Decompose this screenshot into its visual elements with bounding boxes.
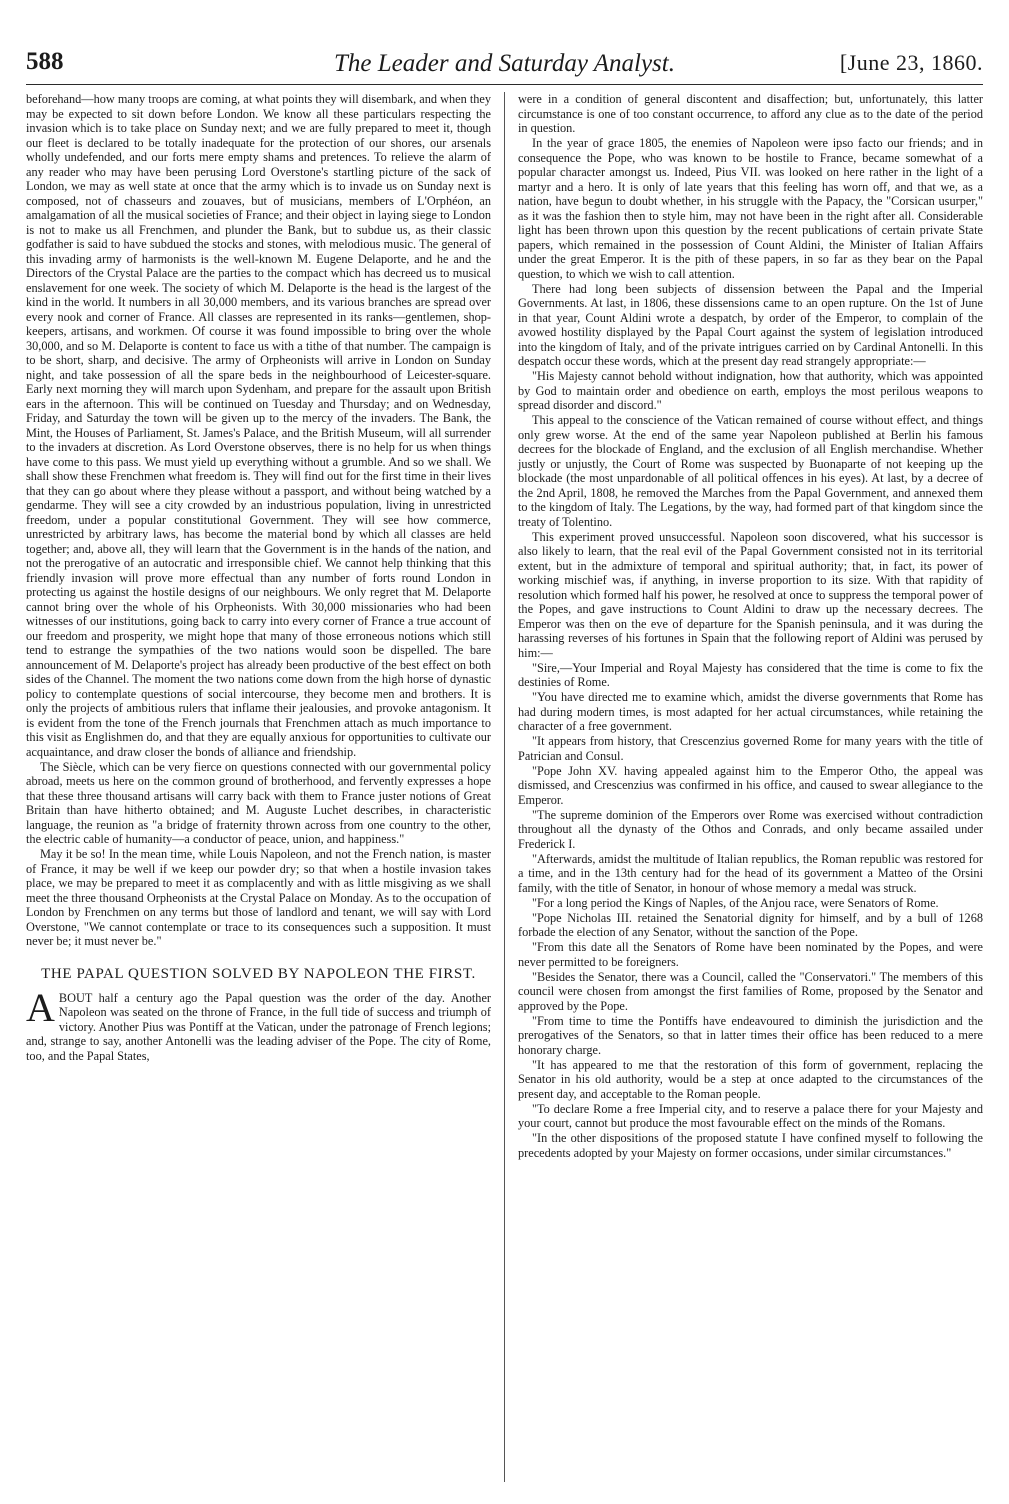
page-header [26, 48, 983, 82]
quoted-paragraph: "In the other dispositions of the proposed statute I have confined myself to following the precedents adopted by your Majesty on former occasions, under similar circumstances." [518, 1131, 983, 1160]
quoted-paragraph: "Pope Nicholas III. retained the Senatorial dignity for himself, and by a bull of 1268 forbade the election of any Senator, without the sanction of the Pope. [518, 910, 983, 939]
section-title: THE PAPAL QUESTION SOLVED BY NAPOLEON THE FIRST. [41, 965, 476, 982]
section-opening-text: BOUT half a century ago the Papal question was the order of the day. Another Napoleon was seated on the throne of France, in the full tide of success and triumph of victory. Another Pius was Pontiff at the Vatican, under the patronage of French legions; and, strange to say, another Antonelli was the leading adviser of the Pope. The city of Rome, too, and the Papal States, [26, 990, 491, 1063]
article-paragraph: The Siècle, which can be very fierce on questions connected with our governmental policy abroad, meets us here on the common ground of brotherhood, and fervently expresses a hope that these three thousand artisans will carry back with them to France juster notions of Great Britain than have hitherto obtained; and M. Auguste Luchet describes, in characteristic language, the reunion as "a bridge of fraternity thrown across from one country to the other, the electric cable of humanity—a conductor of peace, union, and happiness." [26, 759, 491, 846]
article-paragraph: were in a condition of general discontent and disaffection; but, unfortunately, this latter circumstance is one of too constant occurrence, to afford any clue as to the date of the period in question. [518, 92, 983, 135]
quoted-paragraph: "Afterwards, amidst the multitude of Italian republics, the Roman republic was restored for a time, and in the 13th century had for the head of its government a Matteo of the Orsini family, with the title of Senator, in honour of whose memory a medal was struck. [518, 851, 983, 895]
column-divider [504, 92, 505, 1482]
publication-title: The Leader and Saturday Analyst. [334, 50, 675, 77]
quoted-paragraph: "It has appeared to me that the restoration of this form of government, replacing the Senator in his old authority, would be a step at once adapted to the circumstances of the present day, and acceptable to the Roman people. [518, 1057, 983, 1101]
quoted-paragraph: "It appears from history, that Crescenzius governed Rome for many years with the title of Patrician and Consul. [518, 734, 983, 763]
quoted-paragraph: "Pope John XV. having appealed against him to the Emperor Otho, the appeal was dismissed, and Crescenzius was confirmed in his office, and caused to swear allegiance to the Emperor. [518, 763, 983, 807]
article-paragraph: This appeal to the conscience of the Vatican remained of course without effect, and things only grew worse. At the end of the same year Napoleon published at Berlin his famous decrees for the blockade of England, and the exclusion of all English merchandise. Whether justly or unjustly, the Court of Rome was suspected by Buonaparte of not keeping up the blockade (the most unpardonable of all political offences in his eyes). At last, by a decree of the 2nd April, 1808, he removed the Marches from the Papal Government, and annexed them to the kingdom of Italy. The Legations, by the way, had formed part of that kingdom since the treaty of Tolentino. [518, 413, 983, 529]
quoted-paragraph: "From this date all the Senators of Rome have been nominated by the Popes, and were never permitted to be foreigners. [518, 940, 983, 969]
header-rule [26, 84, 983, 85]
article-paragraph: May it be so! In the mean time, while Louis Napoleon, and not the French nation, is master of France, it may be well if we keep our powder dry; so that when a hostile invasion takes place, we may be prepared to meet it as complacently and with as little misgiving as we shall meet the three thousand Orpheonists at the Crystal Palace on Monday. As to the occupation of London by Frenchmen on any terms but those of landlord and tenant, we will say with Lord Overstone, "We cannot contemplate or trace to its consequences such a supposition. It must never be; it must never be." [26, 847, 491, 948]
left-column [26, 92, 491, 1064]
quoted-paragraph: "The supreme dominion of the Emperors over Rome was exercised without contradiction throughout all the dynasty of the Othos and Conrads, and only became assailed under Frederick I. [518, 807, 983, 851]
page-number: 588 [26, 48, 64, 75]
section-opening-paragraph [26, 984, 491, 1064]
quoted-paragraph: "To declare Rome a free Imperial city, and to reserve a palace there for your Majesty and your court, cannot but produce the most favourable effect on the minds of the Romans. [518, 1101, 983, 1130]
article-paragraph: There had long been subjects of dissension between the Papal and the Imperial Governments. At last, in 1806, these dissensions came to an open rupture. On the 1st of June in that year, Count Aldini wrote a despatch, by order of the Emperor, to complain of the avowed hostility displayed by the Papal Court against the system of legislation introduced into the kingdom of Italy, and of the private intrigues carried on by Cardinal Antonelli. In this despatch occur these words, which at the present day read strangely appropriate:— [518, 281, 983, 368]
article-paragraph: beforehand—how many troops are coming, at what points they will disembark, and when they may be expected to sit down before London. We know all these particulars respecting the invasion which is to take place on Sunday next; and we are fully prepared to meet it, though our fleet is declared to be totally inadequate for the protection of our shores, our arsenals wholly undefended, and our forts mere empty shams and pretences. To relieve the alarm of any reader who may have been perusing Lord Overstone's startling picture of the sack of London, we may as well state at once that the army which is to invade us on Sunday next is composed, not of chasseurs and zouaves, but of musicians, members of L'Orphéon, an amalgamation of all the musical societies of France; and their object in laying siege to London is not to make us all Frenchmen, and plunder the Bank, but to subdue us, as their classic godfather is said to have subdued the stocks and stones, with melodious music. The general of this invading army of harmonists is the well-known M. Eugene Delaporte, and he and the Directors of the Crystal Palace are the parties to the compact which has decreed us to musical enslavement for one week. The society of which M. Delaporte is the head is the largest of the kind in the world. It numbers in all 30,000 members, and its various branches are spread over every nook and corner of France. All classes are represented in its ranks—gentlemen, shop-keepers, artisans, and workmen. Of course it was found impossible to bring over the whole 30,000, and so M. Delaporte is content to face us with a tithe of that number. The campaign is to be short, sharp, and decisive. The army of Orpheonists will arrive in London on Sunday night, and take possession of all the spare beds in the neighbourhood of Leicester-square. Early next morning they will march upon Sydenham, and prepare for the assault upon British ears in the afternoon. This will be continued on Tuesday and Thursday; and on Wednesday, Friday, and Saturday the town will be given up to the mercy of the invaders. The Bank, the Mint, the Houses of Parliament, St. James's Palace, and the British Museum, will all surrender to the invaders at discretion. As Lord Overstone observes, there is no help for us when things have come to this pass. We must yield up everything without a grumble. And so we shall. We shall show these Frenchmen what freedom is. They will find out for the first time in their lives that they can go about where they please without a passport, and without being watched by a gendarme. They will see a city crowded by an industrious population, living in unrestricted freedom, under a popular constitutional Government. They will see how commerce, unrestricted by arbitrary laws, has become the material bond by which all classes are held together; and, above all, they will learn that the Government is in the hands of the nation, and not the prerogative of an autocratic and irresponsible chief. We cannot help thinking that this friendly invasion will prove more effectual than any number of forts round London in protecting us against the hostile designs of our neighbours. We only regret that M. Delaporte cannot bring over the whole of his Orpheonists. With 30,000 missionaries who had been witnesses of our institutions, going back to carry into every corner of France a true account of our freedom and prosperity, we might hope that many of those erroneous notions which still tend to estrange the sympathies of the two nations would soon be dispelled. The bare announcement of M. Delaporte's project has already been productive of the best effect on both sides of the Channel. The moment the two nations come down from the high horse of dynastic policy to contemplate questions of social intercourse, they become men and brothers. It is only the projects of ambitious rulers that inflame their jealousies, and provoke antagonism. It is evident from the tone of the French journals that Frenchmen attach as much importance to this visit as Englishmen do, and that they are equally anxious for opportunities to cultivate our acquaintance, and draw closer the bonds of alliance and friendship. [26, 92, 491, 759]
right-column [518, 92, 983, 1161]
drop-cap: A [26, 984, 55, 1030]
article-paragraph: In the year of grace 1805, the enemies of Napoleon were ipso facto our friends; and in consequence the Pope, who was known to be hostile to France, became somewhat of a popular character amongst us. Indeed, Pius VII. was looked on here rather in the light of a martyr and a hero. It is only of late years that this feeling has worn off, and that we, as a nation, have begun to doubt whether, in his struggle with the Papacy, the "Corsican usurper," as it was the fashion then to style him, may not have been in the right after all. Considerable light has been thrown upon this question by the recent publications of certain private State papers, which remained in the possession of Count Aldini, the Minister of Italian Affairs under the great Emperor. It is the pith of these papers, in so far as they bear on the Papal question, to which we wish to call attention. [518, 136, 983, 281]
quoted-paragraph: "Besides the Senator, there was a Council, called the "Conservatori." The members of this council were chosen from amongst the first families of Rome, proposed by the Senator and approved by the Pope. [518, 969, 983, 1013]
issue-date: [June 23, 1860. [839, 50, 983, 75]
article-paragraph: This experiment proved unsuccessful. Napoleon soon discovered, what his successor is also likely to learn, that the real evil of the Papal Government consisted not in its territorial extent, but in the admixture of temporal and spiritual authority; that, in fact, its power of working mischief was, if anything, in inverse proportion to its size. With that rapidity of resolution which formed half his power, he resolved at once to suppress the temporal power of the Popes, and gave instructions to Count Aldini to draw up the necessary decrees. The Emperor was then on the eve of departure for the Spanish peninsula, and it was during the harassing reverses of his fortunes in Spain that the following report of Aldini was perused by him:— [518, 529, 983, 660]
quoted-paragraph: "For a long period the Kings of Naples, of the Anjou race, were Senators of Rome. [532, 895, 939, 910]
quoted-paragraph: "Sire,—Your Imperial and Royal Majesty has considered that the time is come to fix the destinies of Rome. [518, 660, 983, 689]
quoted-paragraph: "You have directed me to examine which, amidst the diverse governments that Rome has had during modern times, is most adapted for her actual circumstances, while retaining the character of a free government. [518, 690, 983, 733]
quoted-paragraph: "From time to time the Pontiffs have endeavoured to diminish the jurisdiction and the prerogatives of the Senators, so that in latter times their office has been reduced to a mere honorary charge. [518, 1013, 983, 1057]
quoted-paragraph: "His Majesty cannot behold without indignation, how that authority, which was appointed by God to maintain order and obedience on earth, employs the most perilous weapons to spread disorder and discord." [518, 369, 983, 412]
